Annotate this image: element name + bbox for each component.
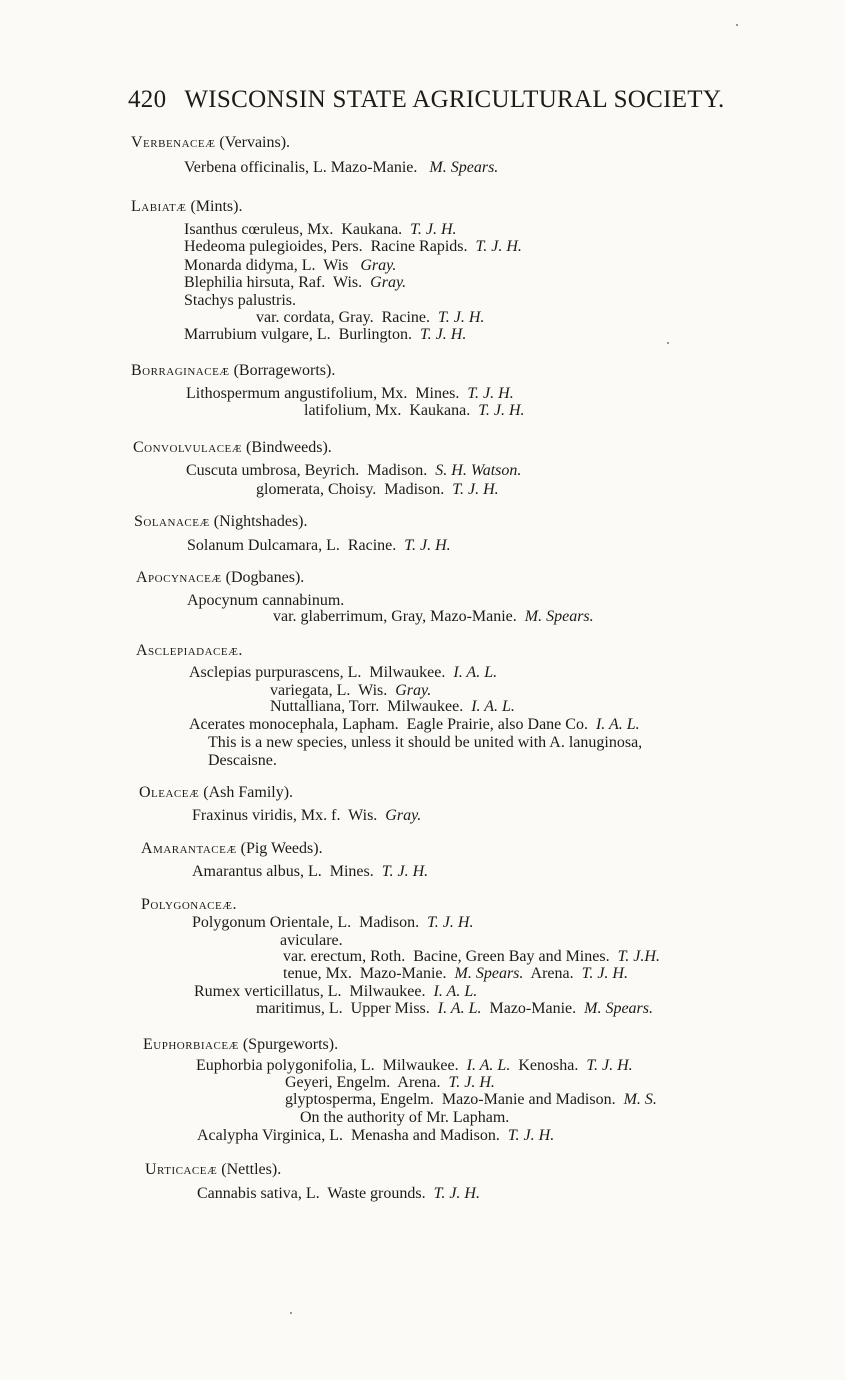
entry-text: Stachys palustris. — [184, 292, 296, 309]
entry-text: tenue, Mx. Mazo-Manie. — [283, 965, 455, 982]
family-heading — [131, 133, 290, 153]
family-heading — [136, 641, 243, 661]
entry-text: (Vervains). — [215, 134, 291, 151]
entry-text: Hedeoma pulegioides, Pers. Racine Rapids. — [184, 238, 476, 255]
family-name: Amarantaceæ — [141, 840, 237, 857]
entry-text: Rumex verticillatus, L. Milwaukee. — [194, 983, 434, 1000]
authority: T. J. H. — [586, 1057, 633, 1074]
family-name: Verbenaceæ — [131, 134, 216, 151]
entry-text: Cannabis sativa, L. Waste grounds. — [197, 1185, 434, 1202]
authority: M. Spears. — [429, 159, 499, 176]
authority: I. A. L. — [466, 1057, 511, 1074]
species-entry — [184, 273, 406, 293]
authority: T. J. H. — [448, 1074, 495, 1091]
authority: Gray. — [370, 274, 407, 291]
print-speck — [667, 342, 669, 344]
page-number: 420 — [128, 86, 167, 113]
family-name: Asclepiadaceæ. — [136, 642, 243, 659]
authority: Gray. — [360, 257, 397, 274]
authority: M. Spears. — [524, 608, 594, 625]
print-speck — [736, 24, 738, 26]
authority: I. A. L. — [433, 983, 478, 1000]
species-entry — [208, 733, 642, 753]
species-entry — [208, 751, 277, 771]
authority: I. A. L. — [471, 698, 515, 715]
entry-text: Asclepias purpurascens, L. Milwaukee. — [189, 664, 454, 681]
family-heading — [136, 568, 304, 588]
species-entry — [283, 964, 628, 984]
family-heading — [133, 438, 332, 458]
species-entry — [256, 999, 653, 1019]
authority: T. J. H. — [581, 965, 628, 982]
print-speck — [290, 1312, 292, 1314]
authority: T. J. H. — [433, 1185, 480, 1202]
authority: I. A. L. — [437, 1000, 482, 1017]
species-entry — [300, 1108, 509, 1128]
entry-text: (Pig Weeds). — [236, 840, 323, 857]
entry-text: (Spurgeworts). — [238, 1036, 339, 1053]
authority: T. J. H. — [478, 402, 525, 419]
family-name: Euphorbiaceæ — [143, 1036, 239, 1053]
entry-text: (Nettles). — [217, 1161, 282, 1178]
authority: M. S. — [623, 1091, 657, 1108]
species-entry — [197, 1184, 480, 1204]
entry-text: Acalypha Virginica, L. Menasha and Madison. — [197, 1127, 508, 1144]
family-heading — [131, 197, 242, 217]
entry-text: Amarantus albus, L. Mines. — [192, 863, 382, 880]
species-entry — [189, 663, 497, 683]
family-name: Labiatæ — [131, 198, 187, 215]
species-entry — [189, 715, 640, 735]
family-heading — [134, 512, 308, 532]
species-entry — [256, 480, 499, 500]
entry-text: Verbena officinalis, L. Mazo-Manie. — [184, 159, 430, 176]
authority: T. J. H. — [438, 309, 485, 326]
family-heading — [143, 1035, 338, 1055]
entry-text: Solanum Dulcamara, L. Racine. — [187, 537, 405, 554]
entry-text: variegata, L. Wis. — [270, 682, 396, 699]
authority: M. Spears. — [454, 965, 524, 982]
entry-text: glomerata, Choisy. Madison. — [256, 481, 453, 498]
family-name: Polygonaceæ. — [141, 896, 238, 913]
authority: T. J. H. — [410, 221, 457, 238]
entry-text: Polygonum Orientale, L. Madison. — [192, 914, 428, 931]
entry-text: Fraxinus viridis, Mx. f. Wis. — [192, 807, 386, 824]
family-name: Solanaceæ — [134, 513, 210, 530]
family-heading — [141, 839, 323, 859]
species-entry — [184, 325, 466, 345]
entry-text: (Dogbanes). — [221, 569, 305, 586]
entry-text: (Nightshades). — [209, 513, 308, 530]
family-name: Apocynaceæ — [136, 569, 222, 586]
entry-text: maritimus, L. Upper Miss. — [256, 1000, 438, 1017]
species-entry — [197, 1126, 554, 1146]
species-entry — [192, 862, 428, 882]
authority: T. J.H. — [617, 948, 660, 965]
authority: Gray. — [395, 682, 432, 699]
family-heading — [145, 1160, 281, 1180]
species-entry — [186, 461, 521, 481]
entry-text: Nuttalliana, Torr. Milwaukee. — [270, 698, 472, 715]
authority: T. J. H. — [427, 914, 474, 931]
family-name: Convolvulaceæ — [133, 439, 243, 456]
entry-text: Isanthus cœruleus, Mx. Kaukana. — [184, 221, 411, 238]
species-entry — [304, 401, 525, 421]
entry-text: Marrubium vulgare, L. Burlington. — [184, 326, 420, 343]
family-name: Borraginaceæ — [131, 362, 230, 379]
entry-text: var. glaberrimum, Gray, Mazo-Manie. — [273, 608, 525, 625]
authority: T. J. H. — [507, 1127, 555, 1144]
entry-text: Cuscuta umbrosa, Beyrich. Madison. — [186, 462, 436, 479]
running-title: WISCONSIN STATE AGRICULTURAL SOCIETY. — [184, 86, 725, 113]
entry-text: Kenosha. — [510, 1057, 587, 1074]
family-heading — [131, 361, 335, 381]
entry-text: Mazo-Manie. — [481, 1000, 585, 1017]
entry-text: Acerates monocephala, Lapham. Eagle Prairie, also Dane Co. — [189, 716, 596, 733]
authority: T. J. H. — [452, 481, 499, 498]
entry-text: var. cordata, Gray. Racine. — [256, 309, 438, 326]
entry-text: Apocynum cannabinum. — [187, 592, 345, 609]
family-heading — [141, 895, 237, 915]
entry-text: (Borrageworts). — [229, 362, 336, 379]
entry-text: var. erectum, Roth. Bacine, Green Bay and Mines. — [283, 948, 618, 965]
entry-text: On the authority of Mr. Lapham. — [300, 1109, 510, 1126]
species-entry — [184, 237, 522, 257]
authority: T. J. H. — [419, 326, 467, 343]
family-name: Urticaceæ — [145, 1161, 218, 1178]
authority: T. J. H. — [467, 385, 514, 402]
entry-text: Lithospermum angustifolium, Mx. Mines. — [186, 385, 468, 402]
species-entry — [270, 697, 515, 717]
family-name: Oleaceæ — [139, 784, 200, 801]
authority: M. Spears. — [584, 1000, 654, 1017]
page-header — [128, 86, 725, 114]
authority: T. J. H. — [381, 863, 429, 880]
family-heading — [139, 783, 293, 803]
authority: T. J. H. — [475, 238, 522, 255]
entry-text: (Mints). — [186, 198, 243, 215]
species-entry — [192, 806, 421, 826]
entry-text: glyptosperma, Engelm. Mazo-Manie and Madison. — [285, 1091, 624, 1108]
entry-text: Descaisne. — [208, 752, 277, 769]
entry-text: latifolium, Mx. Kaukana. — [304, 402, 479, 419]
entry-text: Euphorbia polygonifolia, L. Milwaukee. — [196, 1057, 467, 1074]
authority: S. H. Watson. — [435, 462, 522, 479]
entry-text: Blephilia hirsuta, Raf. Wis. — [184, 274, 371, 291]
entry-text: Monarda didyma, L. Wis — [184, 257, 361, 274]
species-entry — [184, 158, 498, 178]
species-entry — [273, 607, 594, 627]
authority: Gray. — [385, 807, 422, 824]
entry-text: (Bindweeds). — [242, 439, 332, 456]
authority: I. A. L. — [453, 664, 498, 681]
entry-text: aviculare. — [280, 932, 343, 949]
species-entry — [187, 536, 451, 556]
species-entry — [192, 913, 473, 933]
entry-text: This is a new species, unless it should be united with A. lanuginosa, — [208, 734, 643, 751]
authority: I. A. L. — [595, 716, 640, 733]
authority: T. J. H. — [404, 537, 451, 554]
entry-text: Arena. — [523, 965, 582, 982]
species-entry — [285, 1090, 657, 1110]
entry-text: Geyeri, Engelm. Arena. — [285, 1074, 449, 1091]
entry-text: (Ash Family). — [199, 784, 294, 801]
